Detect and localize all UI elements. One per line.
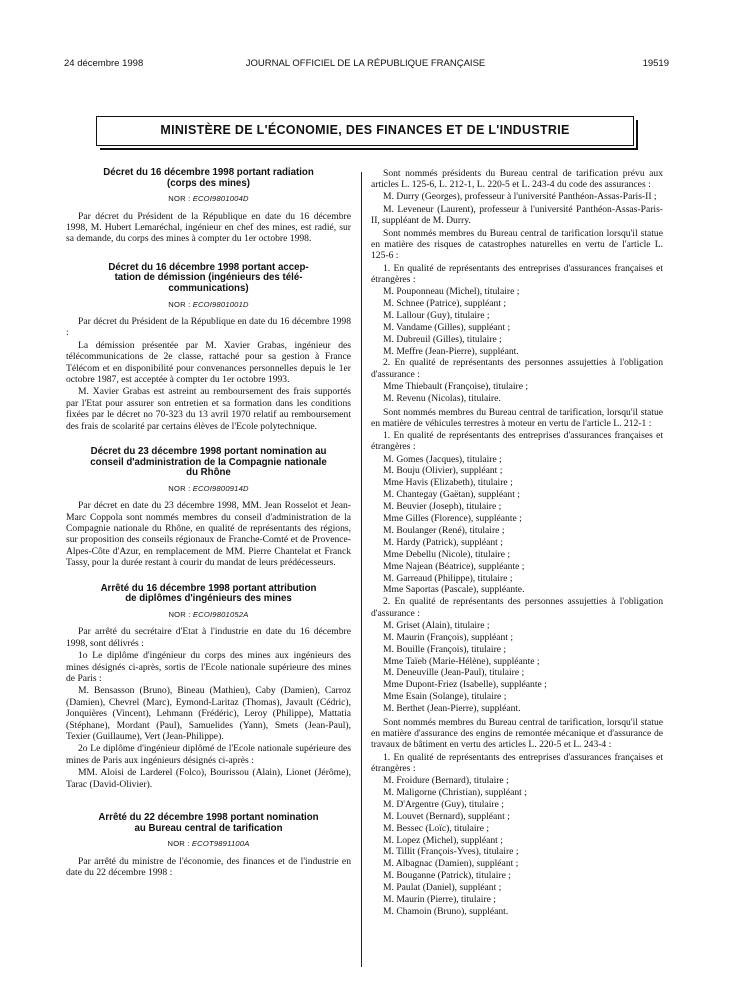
- decree-title-line: Décret du 16 décembre 1998 portant radiation: [103, 167, 314, 178]
- member-entry: M. Louvet (Bernard), suppléant ;: [383, 810, 510, 822]
- paragraph: MM. Aloisi de Larderel (Folco), Bourissou (Alain), Lionet (Jérôme), Tarac (David-Olivier).: [66, 767, 351, 790]
- nor-reference: [66, 838, 351, 849]
- paragraph: Sont nommés membres du Bureau central de tarification, lorsqu'il statue en matière d'assurance des engins de remontée mécanique et d'assurance de travaux de bâtiment en vertu des articles L. 220-5 et L. 243-4 :: [371, 717, 663, 751]
- member-list: [371, 286, 663, 357]
- nor-reference: [66, 483, 351, 494]
- paragraph: M. Xavier Grabas est astreint au remboursement des frais supportés par l'Etat pour assurer son entretien et sa formation dans les conditions fixées par le décret no 70-323 du 13 avril 1970 relatif au remboursement des frais de scolarité par certains élèves de l'Ecole polytechnique.: [66, 386, 351, 432]
- member-entry: M. Chamoin (Bruno), suppléant.: [383, 906, 509, 918]
- member-entry: M. Garreaud (Philippe), titulaire ;: [383, 572, 513, 584]
- nor-reference: [66, 609, 351, 620]
- nor-label: NOR :: [167, 839, 192, 849]
- paragraph: La démission présentée par M. Xavier Grabas, ingénieur des télécommunications de 2e classe, rattaché pour sa gestion à France Télécom et en disponibilité pour convenances personnelles depuis le 1er octobre 1987, est acceptée à compter du 1er octobre 1993.: [66, 339, 351, 386]
- member-entry: M. D'Argentre (Guy), titulaire ;: [383, 798, 504, 810]
- decree-title: [66, 813, 351, 834]
- decree-title-line: (corps des mines): [167, 177, 250, 189]
- paragraph: Sont nommés présidents du Bureau central de tarification prévu aux articles L. 125-6, L. 212-1, L. 220-5 et L. 243-4 du code des assurances :: [371, 168, 663, 191]
- member-entry: M. Bessec (Loïc), titulaire ;: [383, 822, 490, 834]
- member-list: [371, 454, 663, 597]
- nor-code: ECOI9801001D: [192, 299, 249, 309]
- ministry-title: MINISTÈRE DE L'ÉCONOMIE, DES FINANCES ET DE L'INDUSTRIE: [160, 123, 570, 137]
- decree-title-line: communications): [168, 283, 249, 294]
- member-entry: Mme Esain (Solange), titulaire ;: [383, 691, 507, 703]
- member-entry: M. Bouille (François), titulaire ;: [383, 643, 507, 655]
- member-list: [371, 620, 663, 715]
- column-divider: [361, 172, 362, 967]
- paragraph: 1o Le diplôme d'ingénieur du corps des mines aux ingénieurs des mines désignés ci-après, sortis de l'Ecole nationale supérieure des mines de Paris :: [66, 650, 351, 684]
- member-entry: M. Griset (Alain), titulaire ;: [383, 619, 490, 631]
- nor-code: ECOI9801052A: [192, 609, 249, 619]
- order-nomination-bct: [66, 813, 351, 878]
- member-list: [371, 775, 663, 918]
- nor-label: NOR :: [168, 194, 193, 204]
- member-entry: M. Maurin (Pierre), titulaire ;: [383, 894, 496, 906]
- member-entry: M. Bouju (Olivier), suppléant ;: [383, 465, 503, 477]
- member-entry: M. Berthet (Jean-Pierre), suppléant.: [383, 703, 521, 715]
- decree-title-line: Décret du 23 décembre 1998 portant nomination au: [90, 446, 327, 458]
- member-entry: M. Pouponneau (Michel), titulaire ;: [383, 286, 520, 298]
- decree-title-line: au Bureau central de tarification: [134, 822, 283, 834]
- member-entry: M. Gomes (Jacques), titulaire ;: [383, 453, 502, 465]
- decree-title-line: Arrêté du 16 décembre 1998 portant attribution: [100, 582, 317, 594]
- nor-code: ECOI9801004D: [192, 194, 249, 204]
- member-entry: M. Albagnac (Damien), suppléant ;: [383, 858, 519, 870]
- decree-title-line: conseil d'administration de la Compagnie nationale: [90, 456, 327, 468]
- nor-label: NOR :: [168, 483, 193, 493]
- paragraph: 1. En qualité de représentants des entreprises d'assurances françaises et étrangères :: [371, 751, 663, 774]
- paragraph: Sont nommés membres du Bureau central de tarification, lorsqu'il statue en matière de véhicules terrestres à moteur en vertu de l'article L. 212-1 :: [371, 406, 663, 429]
- paragraph: M. Durry (Georges), professeur à l'université Panthéon-Assas-Paris-II ;: [383, 191, 657, 203]
- paragraph: Par décret du Président de la République en date du 16 décembre 1998, M. Hubert Lemaréchal, ingénieur en chef des mines, est radié, sur sa demande, du corps des mines à compter du 1er octobre 1998.: [66, 210, 351, 245]
- nor-reference: [66, 299, 351, 310]
- member-list: [371, 381, 663, 405]
- decree-title: [66, 263, 351, 295]
- paragraph: M. Leveneur (Laurent), professeur à l'université Panthéon-Assas-Paris-II, suppléant de M. Durry.: [371, 203, 663, 226]
- member-entry: M. Vandame (Gilles), suppléant ;: [383, 321, 511, 333]
- paragraph: Par décret du Président de la République en date du 16 décembre 1998 :: [66, 316, 351, 339]
- decree-radiation: [66, 168, 351, 245]
- member-entry: M. Lallour (Guy), titulaire ;: [383, 309, 490, 321]
- paragraph: 2. En qualité de représentants des personnes assujetties à l'obligation d'assurance :: [371, 357, 663, 380]
- decree-title-line: Décret du 16 décembre 1998 portant accep-: [108, 261, 309, 273]
- decree-title-line: Arrêté du 22 décembre 1998 portant nomination: [98, 811, 319, 823]
- paragraph: Par arrêté du ministre de l'économie, des finances et de l'industrie en date du 22 décembre 1998 :: [66, 855, 351, 878]
- member-entry: M. Beuvier (Joseph), titulaire ;: [383, 501, 502, 513]
- order-diplomas: [66, 584, 351, 790]
- member-entry: M. Deneuville (Jean-Paul), titulaire ;: [383, 667, 525, 679]
- decree-title: [66, 168, 351, 189]
- decree-resignation: [66, 263, 351, 432]
- decree-title-line: de diplômes d'ingénieurs des mines: [125, 593, 292, 605]
- member-entry: Mme Najean (Béatrice), suppléante ;: [383, 560, 525, 572]
- member-entry: M. Dubreuil (Gilles), titulaire ;: [383, 333, 502, 345]
- paragraph: Sont nommés membres du Bureau central de tarification lorsqu'il statue en matière des risques de catastrophes naturelles en vertu de l'article L. 125-6 :: [371, 228, 663, 262]
- paragraph: M. Bensasson (Bruno), Bineau (Mathieu), Caby (Damien), Carroz (Damien), Chevrel (Marc), Eymond-Laritaz (Thomas), Javault (Cédric), Jonquières (Vincent), Lehmann (Frédéric), Leroy (Philippe), Mattatia (Stéphane), Mordant (Paul), Samuelides (Yann), Smets (Jean-Paul), Texier (Guillaume), Vert (Jean-Philippe).: [66, 685, 351, 742]
- member-entry: Mme Debellu (Nicole), titulaire ;: [383, 548, 511, 560]
- member-entry: M. Schnee (Patrice), suppléant ;: [383, 297, 507, 309]
- paragraph: Par décret en date du 23 décembre 1998, MM. Jean Rosselot et Jean-Marc Coppola sont nommés membres du conseil d'administration de la Compagnie nationale du Rhône, en qualité de représentants des régions, sur proposition des conseils régionaux de Franche-Comté et de Provence-Alpes-Côte d'Azur, en remplacement de MM. Pierre Chantelat et Franck Tassy, pour la durée restant à courir du mandat de leurs prédécesseurs.: [66, 500, 351, 569]
- member-entry: M. Maurin (François), suppléant ;: [383, 631, 514, 643]
- member-entry: M. Bouganne (Patrick), titulaire ;: [383, 870, 511, 882]
- member-entry: M. Meffre (Jean-Pierre), suppléant.: [383, 345, 519, 357]
- member-entry: Mme Havis (Elizabeth), titulaire ;: [383, 477, 513, 489]
- issue-date: 24 décembre 1998: [64, 58, 144, 69]
- decree-nomination-cnr: [66, 447, 351, 569]
- right-column: [371, 168, 663, 918]
- member-entry: M. Paulat (Daniel), suppléant ;: [383, 882, 502, 894]
- member-entry: Mme Saportas (Pascale), suppléante.: [383, 584, 525, 596]
- paragraph: 2. En qualité de représentants des personnes assujetties à l'obligation d'assurance :: [371, 596, 663, 619]
- page-number: 19519: [642, 58, 669, 69]
- nor-code: ECOT9891100A: [191, 839, 250, 849]
- decree-title-line: tation de démission (ingénieurs des télé-: [114, 272, 303, 284]
- member-entry: M. Maligorne (Christian), suppléant ;: [383, 786, 527, 798]
- nor-reference: [66, 193, 351, 204]
- paragraph: 1. En qualité de représentants des entreprises d'assurances françaises et étrangères :: [371, 430, 663, 453]
- paragraph: Par arrêté du secrétaire d'Etat à l'industrie en date du 16 décembre 1998, sont délivrés :: [66, 626, 351, 649]
- nor-label: NOR :: [168, 299, 193, 309]
- member-entry: Mme Gilles (Florence), suppléante ;: [383, 513, 522, 525]
- member-entry: M. Tillit (François-Yves), titulaire ;: [383, 846, 519, 858]
- journal-title: JOURNAL OFFICIEL DE LA RÉPUBLIQUE FRANÇAISE: [245, 58, 486, 69]
- ministry-banner: [96, 116, 634, 146]
- member-entry: M. Chantegay (Gaëtan), suppléant ;: [383, 489, 520, 501]
- decree-title-line: du Rhône: [186, 467, 231, 479]
- member-entry: Mme Dupont-Friez (Isabelle), suppléante ;: [383, 679, 547, 691]
- left-column: [66, 168, 351, 879]
- member-entry: Mme Taïeb (Marie-Hélène), suppléante ;: [383, 655, 540, 667]
- decree-title: [66, 584, 351, 605]
- member-entry: M. Revenu (Nicolas), titulaire.: [383, 392, 501, 404]
- member-entry: M. Lopez (Michel), suppléant ;: [383, 834, 503, 846]
- member-entry: M. Froidure (Bernard), titulaire ;: [383, 775, 509, 787]
- nor-label: NOR :: [168, 609, 193, 619]
- member-entry: M. Boulanger (René), titulaire ;: [383, 524, 505, 536]
- decree-title: [66, 447, 351, 479]
- paragraph: 1. En qualité de représentants des entreprises d'assurances françaises et étrangères :: [371, 262, 663, 285]
- member-entry: Mme Thiebault (Françoise), titulaire ;: [383, 380, 529, 392]
- nor-code: ECOI9800914D: [192, 483, 249, 493]
- paragraph: 2o Le diplôme d'ingénieur diplômé de l'Ecole nationale supérieure des mines de Paris aux ingénieurs désignés ci-après :: [66, 743, 351, 766]
- member-entry: M. Hardy (Patrick), suppléant ;: [383, 536, 503, 548]
